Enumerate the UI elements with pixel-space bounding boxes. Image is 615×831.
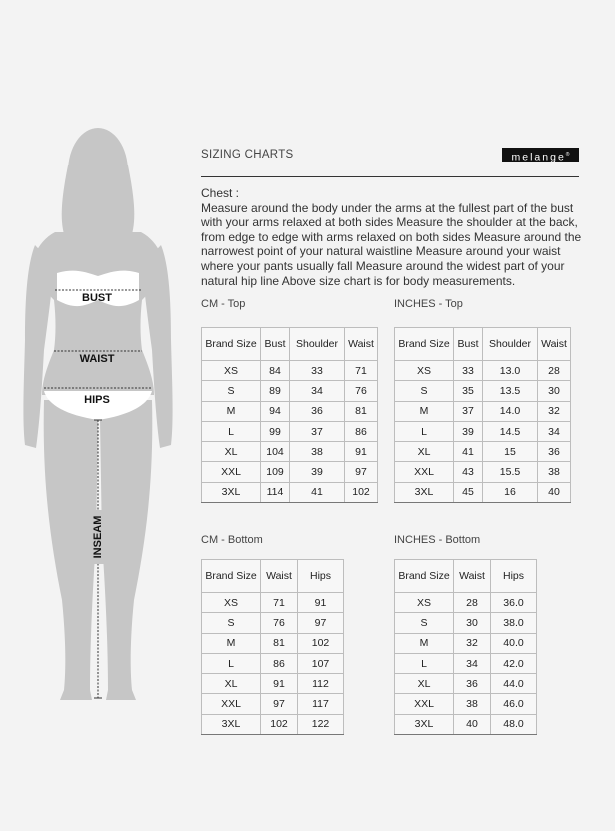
table-cell: 14.0 (483, 401, 538, 421)
table-cell: 39 (454, 421, 483, 441)
table-cell: 97 (298, 613, 344, 633)
column-header: Waist (454, 560, 491, 593)
column-header: Shoulder (483, 328, 538, 361)
table-cell: 37 (454, 401, 483, 421)
table-row (395, 593, 537, 613)
column-header: Bust (454, 328, 483, 361)
table-cell: 32 (538, 401, 571, 421)
table-cell: L (395, 421, 454, 441)
instructions-body: Measure around the body under the arms at the fullest part of the bust with your arms relaxed at both sides Measure the shoulder at the back, from edge to edge with arms relaxed on both sides Measure around the narrowest point of your natural waistline Measure around your waist where your pants usually fall Measure around the widest part of your natural hip line Above size chart is for body measurements. (201, 200, 582, 288)
table-row (202, 633, 344, 653)
table-cell: XL (395, 674, 454, 694)
table-cell: 99 (261, 421, 290, 441)
table-cell: 86 (345, 421, 378, 441)
bust-label: BUST (82, 292, 112, 304)
table-cell: 91 (261, 674, 298, 694)
table-cell: 71 (345, 361, 378, 381)
measurement-instructions (201, 186, 585, 288)
table-header-row (202, 560, 344, 593)
inseam-label: INSEAM (92, 515, 104, 559)
table-cell: 34 (454, 653, 491, 673)
table-cell: 41 (454, 442, 483, 462)
table-cell: 3XL (395, 714, 454, 734)
table-cell: 97 (345, 462, 378, 482)
column-header: Waist (261, 560, 298, 593)
table-cell: 71 (261, 593, 298, 613)
table-row (202, 613, 344, 633)
table-cell: 97 (261, 694, 298, 714)
table-cell: XXL (202, 694, 261, 714)
title-divider (201, 176, 579, 177)
table-cell: 86 (261, 653, 298, 673)
table-cell: 33 (454, 361, 483, 381)
table-cell: 30 (538, 381, 571, 401)
table-cell: M (202, 401, 261, 421)
brand-logo-text: melange (511, 151, 566, 164)
column-header: Hips (298, 560, 344, 593)
table-row (395, 462, 571, 482)
table-cell: 102 (261, 714, 298, 734)
table-row (202, 674, 344, 694)
column-header: Hips (491, 560, 537, 593)
table-body (395, 593, 537, 735)
table-row (395, 421, 571, 441)
column-header: Brand Size (395, 328, 454, 361)
table-cell: 40 (454, 714, 491, 734)
table-row (202, 462, 378, 482)
table-cell: M (202, 633, 261, 653)
table-cell: L (395, 653, 454, 673)
table-cell: 38 (538, 462, 571, 482)
table-row (202, 401, 378, 421)
page-title: SIZING CHARTS (201, 149, 294, 161)
column-header: Brand Size (202, 560, 261, 593)
table-cell: 36 (538, 442, 571, 462)
table-cell: 81 (261, 633, 298, 653)
table-cell: 36.0 (491, 593, 537, 613)
table-cell: 13.0 (483, 361, 538, 381)
table-cell: L (202, 653, 261, 673)
table-cell: 39 (290, 462, 345, 482)
table-cell: 122 (298, 714, 344, 734)
table-row (395, 653, 537, 673)
table-cell: M (395, 633, 454, 653)
table-cell: XL (202, 442, 261, 462)
table-cell: XS (395, 361, 454, 381)
column-header: Brand Size (395, 560, 454, 593)
table-cell: S (395, 381, 454, 401)
table-cell: 38.0 (491, 613, 537, 633)
table-row (395, 674, 537, 694)
table-cell: 28 (538, 361, 571, 381)
table-cell: 3XL (395, 482, 454, 502)
table-cell: 76 (261, 613, 298, 633)
table-body (395, 361, 571, 503)
table-cell: 48.0 (491, 714, 537, 734)
table-cell: 107 (298, 653, 344, 673)
table-row (202, 482, 378, 502)
table-cell: 38 (290, 442, 345, 462)
cm-bottom-table (201, 559, 344, 735)
table-header-row (202, 328, 378, 361)
table-cell: 3XL (202, 714, 261, 734)
inches-bottom-table (394, 559, 537, 735)
table-row (395, 633, 537, 653)
table-body (202, 361, 378, 503)
table-cell: 15.5 (483, 462, 538, 482)
table-cell: 81 (345, 401, 378, 421)
table-cell: 91 (298, 593, 344, 613)
table-cell: 36 (454, 674, 491, 694)
table-cell: S (202, 613, 261, 633)
table-cell: 112 (298, 674, 344, 694)
waist-label: WAIST (79, 353, 115, 365)
table-cell: XS (202, 593, 261, 613)
table-row (202, 653, 344, 673)
table-row (202, 381, 378, 401)
table-row (202, 714, 344, 734)
cm-top-label: CM - Top (201, 298, 246, 310)
table-cell: XXL (202, 462, 261, 482)
table-cell: 46.0 (491, 694, 537, 714)
table-cell: XL (202, 674, 261, 694)
column-header: Waist (538, 328, 571, 361)
table-cell: XXL (395, 462, 454, 482)
table-body (202, 593, 344, 735)
table-cell: 109 (261, 462, 290, 482)
brand-logo (502, 148, 579, 162)
table-cell: 37 (290, 421, 345, 441)
table-cell: 35 (454, 381, 483, 401)
table-cell: 114 (261, 482, 290, 502)
table-cell: 40.0 (491, 633, 537, 653)
table-cell: 14.5 (483, 421, 538, 441)
table-cell: 102 (345, 482, 378, 502)
table-cell: 91 (345, 442, 378, 462)
table-row (202, 421, 378, 441)
table-cell: 44.0 (491, 674, 537, 694)
table-cell: 30 (454, 613, 491, 633)
instructions-heading: Chest : (201, 186, 240, 200)
table-cell: 34 (538, 421, 571, 441)
inches-bottom-label: INCHES - Bottom (394, 534, 481, 546)
table-cell: 13.5 (483, 381, 538, 401)
table-cell: 38 (454, 694, 491, 714)
table-header-row (395, 328, 571, 361)
table-cell: 102 (298, 633, 344, 653)
table-cell: 117 (298, 694, 344, 714)
table-cell: 89 (261, 381, 290, 401)
table-header-row (395, 560, 537, 593)
inches-top-table (394, 327, 571, 503)
table-cell: 40 (538, 482, 571, 502)
table-cell: 76 (345, 381, 378, 401)
hips-label: HIPS (84, 394, 110, 406)
body-measurement-figure (0, 0, 200, 831)
table-cell: 94 (261, 401, 290, 421)
table-cell: XS (395, 593, 454, 613)
inches-top-label: INCHES - Top (394, 298, 463, 310)
table-cell: 45 (454, 482, 483, 502)
table-cell: XL (395, 442, 454, 462)
table-cell: 84 (261, 361, 290, 381)
table-row (395, 613, 537, 633)
table-row (395, 482, 571, 502)
table-cell: XXL (395, 694, 454, 714)
table-cell: 42.0 (491, 653, 537, 673)
table-row (395, 714, 537, 734)
table-cell: 41 (290, 482, 345, 502)
column-header: Brand Size (202, 328, 261, 361)
table-row (395, 401, 571, 421)
table-cell: 43 (454, 462, 483, 482)
table-cell: 104 (261, 442, 290, 462)
table-cell: M (395, 401, 454, 421)
table-cell: 16 (483, 482, 538, 502)
column-header: Bust (261, 328, 290, 361)
column-header: Shoulder (290, 328, 345, 361)
table-cell: 32 (454, 633, 491, 653)
table-cell: S (202, 381, 261, 401)
table-cell: XS (202, 361, 261, 381)
table-row (202, 442, 378, 462)
table-cell: 15 (483, 442, 538, 462)
table-row (395, 381, 571, 401)
table-row (202, 694, 344, 714)
table-row (395, 694, 537, 714)
cm-top-table (201, 327, 378, 503)
table-row (395, 442, 571, 462)
table-row (202, 361, 378, 381)
table-cell: L (202, 421, 261, 441)
table-cell: 3XL (202, 482, 261, 502)
table-cell: 34 (290, 381, 345, 401)
table-cell: 28 (454, 593, 491, 613)
column-header: Waist (345, 328, 378, 361)
brand-logo-mark: ® (565, 152, 570, 158)
table-row (202, 593, 344, 613)
table-cell: 33 (290, 361, 345, 381)
table-cell: 36 (290, 401, 345, 421)
cm-bottom-label: CM - Bottom (201, 534, 263, 546)
table-cell: S (395, 613, 454, 633)
table-row (395, 361, 571, 381)
